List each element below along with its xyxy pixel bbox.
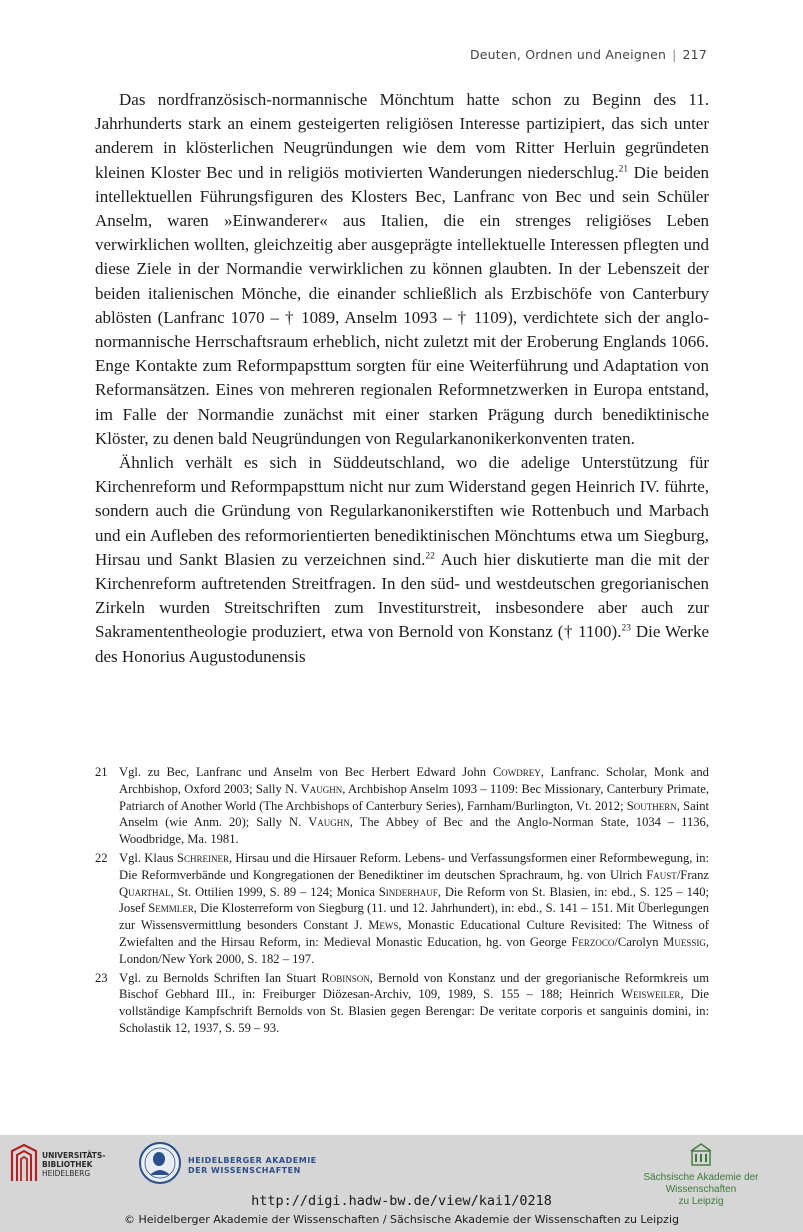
author-name: Faust [646,867,677,882]
author-name: Muessig [663,934,706,949]
footnote-23 [95,970,709,1037]
source-url-link[interactable]: http://digi.hadw-bw.de/view/kai1/0218 [251,1193,552,1209]
paragraph-2 [95,451,709,669]
footnote-ref-23[interactable]: 23 [621,623,631,634]
footnote-ref-22[interactable]: 22 [425,551,435,562]
footnote-ref-21[interactable]: 21 [618,163,629,174]
hadw-logo[interactable] [138,1141,317,1190]
footnote-number: 22 [95,850,108,865]
ub-heidelberg-logo[interactable] [10,1143,105,1188]
ub-heidelberg-logo-icon [10,1143,38,1188]
body-text [95,88,709,669]
saw-logo-text: Sächsische Akademie der Wissenschaften zu Leipzig [643,1172,759,1207]
paragraph-2-text-b: Auch hier diskutierte man die mit der Kirchenreform auftretenden Streitfragen. In den süd- und westdeutschen gregorianischen Zirkeln wurden Streitschriften zum Investiturstreit, insbesondere aber auch zur Sakramententheologie produziert, etwa von Bernold von Konstanz († 1100). [95,549,709,642]
header-separator: | [672,47,677,62]
saw-building-icon [690,1154,712,1171]
page-number: 217 [682,47,707,62]
author-name: Southern [626,798,677,813]
author-name: Weisweiler [621,987,681,1002]
hadw-logo-text: HEIDELBERGER AKADEMIE DER WISSENSCHAFTEN [188,1155,317,1175]
author-name: Vaughn [308,815,350,830]
paragraph-2-text-a: Ähnlich verhält es sich in Süddeutschland, wo die adelige Unterstützung für Kirchenreform und Reformpapsttum nicht nur zum Widerstand gegen Heinrich IV. führte, sondern auch die Gründung von Regularkanonikerstiften wie Rottenbuch und Marbach und ein Aufleben des reformorientierten benediktinischen Mönchtums etwa um Siegburg, Hirsau und Sankt Blasien zu verzeichnen sind. [95,453,709,569]
author-name: Robinson [321,970,370,985]
author-name: Schreiner [176,850,229,865]
running-title: Deuten, Ordnen und Aneignen [469,47,667,62]
paragraph-1-text-b: Die beiden intellektuellen Führungsfiguren des Klosters Bec, Lanfranc von Bec und sein Schüler Anselm, waren »Einwanderer« aus Italien, die ein strenges religiöses Leben verwirklichen wollten, gleichzeitig aber ausgeprägte intellektuelle Interessen pflegten und diese Ziele in der Normandie verwirklichen zu können glaubten. In der Lebenszeit der beiden italienischen Mönche, die einander schließlich als Erzbischöfe von Canterbury ablösten (Lanfranc 1070 – † 1089, Anselm 1093 – † 1109), verdichtete sich der anglo-normannische Herrschaftsraum erheblich, nicht zuletzt mit der Eroberung Englands 1066. Enge Kontakte zum Reformpapsttum sorgten für eine Weiterführung und Adaptation von Reformansätzen. Eines von mehreren regionalen Reformnetzwerken in Europa entstand, im Falle der Normandie zunächst mit einer starken Prägung durch benediktinische Klöster, zu denen bald Neugründungen von Regularkanonikerkonventen traten. [95,162,710,448]
ub-heidelberg-logo-text: UNIVERSITÄTS- BIBLIOTHEK HEIDELBERG [42,1151,106,1178]
footnote-text: Vgl. zu Bernolds Schriften Ian Stuart Robinson, Bernold von Konstanz und der gregorianische Reformkreis um Bischof Gebhard III., in: Freiburger Diözesan-Archiv, 109, 1989, S. 155 – 188; Heinrich Weisweiler, Die vollständige Kampfschrift Bernolds von St. Blasien gegen Berengar: De veritate corporis et sanguinis domini, in: Scholastik 12, 1937, S. 59 – 93. [119,970,709,1035]
author-name: Ferzoco [571,934,615,949]
author-name: Mews [368,918,399,933]
author-name: Quarthal [119,884,171,899]
author-name: Semmler [148,901,194,916]
footnote-text: Vgl. zu Bec, Lanfranc und Anselm von Bec Herbert Edward John Cowdrey, Lanfranc. Scholar, Monk and Archbishop, Oxford 2003; Sally N. Vaughn, Archbishop Anselm 1093 – 1109: Bec Missionary, Canterbury Primate, Patriarch of Another World (The Archbishops of Canterbury Series), Farnham/Burlington, Vt. 2012; Southern, Saint Anselm (wie Anm. 20); Sally N. Vaughn, The Abbey of Bec and the Anglo-Norman State, 1034 – 1136, Woodbridge, Ma. 1981. [119,765,709,847]
footnote-number: 21 [95,765,108,779]
author-name: Vaughn [300,781,343,796]
paragraph-2-text-c: Die Werke des Honorius Augustodunensis [95,622,709,666]
paragraph-1 [95,88,709,451]
footnote-21 [95,764,709,848]
paragraph-1-text-a: Das nordfranzösisch-normannische Mönchtum hatte schon zu Beginn des 11. Jahrhunderts stark an einem gesteigerten religiösen Interesse partizipiert, das sich unter anderem in klösterlichen Neugründungen wie dem vom Ritter Herluin gegründeten kleinen Kloster Bec und in religiös motivierten Wanderungen niederschlug. [95,90,709,182]
author-name: Cowdrey [492,765,541,779]
footnote-22 [95,850,709,968]
running-header [470,47,707,62]
author-name: Sinderhauf [378,884,438,899]
footnote-number: 23 [95,970,108,985]
copyright-notice: © Heidelberger Akademie der Wissenschaften / Sächsische Akademie der Wissenschaften zu Leipzig [123,1213,679,1226]
footnotes [95,764,709,1039]
hadw-seal-icon [138,1141,182,1190]
footnote-text: Vgl. Klaus Schreiner, Hirsau und die Hirsauer Reform. Lebens- und Verfassungsformen einer Reformbewegung, in: Die Reformverbände und Kongregationen der Benediktiner im deutschen Sprachraum, hg. von Ulrich Faust/Franz Quarthal, St. Ottilien 1999, S. 89 – 124; Monica Sinderhauf, Die Reform von St. Blasien, in: ebd., S. 125 – 140; Josef Semmler, Die Klosterreform von Siegburg (11. und 12. Jahrhundert), in: ebd., S. 141 – 151. Mit Überlegungen zur Wissensvermittlung besonders Constant J. Mews, Monastic Educational Culture Revisited: The Witness of Zwiefalten and the Hirsau Reform, in: Medieval Monastic Education, hg. von George Ferzoco/Carolyn Muessig, London/New York 2000, S. 182 – 197. [119,850,710,966]
